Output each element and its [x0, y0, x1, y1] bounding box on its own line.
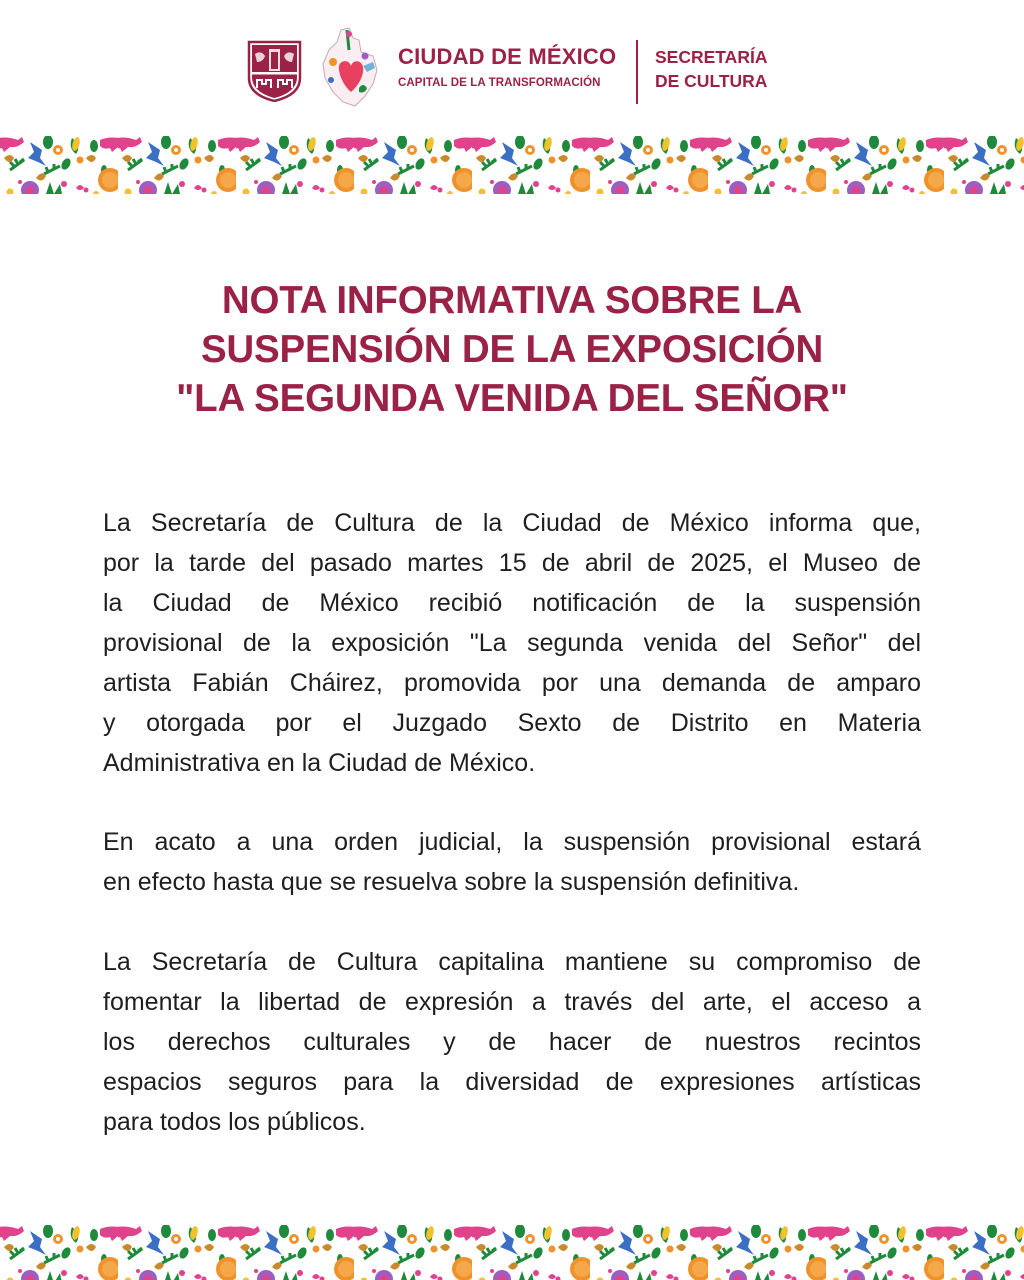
floral-pattern-icon: [0, 1225, 1024, 1280]
header: [0, 0, 1024, 135]
text-line: artista Fabián Cháirez, promovida por una demanda de amparo: [103, 669, 921, 697]
text-line: fomentar la libertad de expresión a través del arte, el acceso a: [103, 988, 921, 1016]
secretaria-label: SECRETARÍA: [655, 47, 768, 67]
page-title: [0, 276, 1024, 423]
cdmx-shield-icon: [247, 40, 302, 102]
brand-subtitle: CAPITAL DE LA TRANSFORMACIÓN: [398, 77, 601, 89]
paragraph-announcement: [103, 503, 921, 783]
text-line: La Secretaría de Cultura capitalina mantiene su compromiso de: [103, 948, 921, 976]
text-line: espacios seguros para la diversidad de expresiones artísticas: [103, 1068, 921, 1096]
text-line: por la tarde del pasado martes 15 de abril de 2025, el Museo de: [103, 549, 921, 577]
floral-pattern-icon: [0, 136, 1024, 194]
paragraph-commitment: [103, 942, 921, 1142]
text-line: la Ciudad de México recibió notificación de la suspensión: [103, 589, 921, 617]
text-line: provisional de la exposición "La segunda venida del Señor" del: [103, 629, 921, 657]
paragraph-judicial-order: [103, 822, 921, 902]
text-line: en efecto hasta que se resuelva sobre la suspensión definitiva.: [103, 868, 800, 896]
de-cultura-label: DE CULTURA: [655, 71, 768, 91]
title-line: NOTA INFORMATIVA SOBRE LA: [221, 279, 803, 322]
text-line: y otorgada por el Juzgado Sexto de Distrito en Materia: [103, 709, 921, 737]
floral-pattern-band-top: [0, 136, 1024, 194]
text-line: Administrativa en la Ciudad de México.: [103, 749, 536, 777]
title-line: "LA SEGUNDA VENIDA DEL SEÑOR": [176, 377, 848, 420]
header-divider: [636, 40, 638, 104]
text-line: los derechos culturales y de hacer de nuestros recintos: [103, 1028, 921, 1056]
text-line: La Secretaría de Cultura de la Ciudad de México informa que,: [103, 509, 921, 537]
floral-pattern-band-bottom: [0, 1225, 1024, 1280]
text-line: En acato a una orden judicial, la suspensión provisional estará: [103, 828, 921, 856]
title-line: SUSPENSIÓN DE LA EXPOSICIÓN: [200, 328, 824, 371]
text-line: para todos los públicos.: [103, 1108, 366, 1136]
cdmx-map-heart-icon: [319, 26, 381, 108]
brand-title: CIUDAD DE MÉXICO: [398, 44, 617, 69]
